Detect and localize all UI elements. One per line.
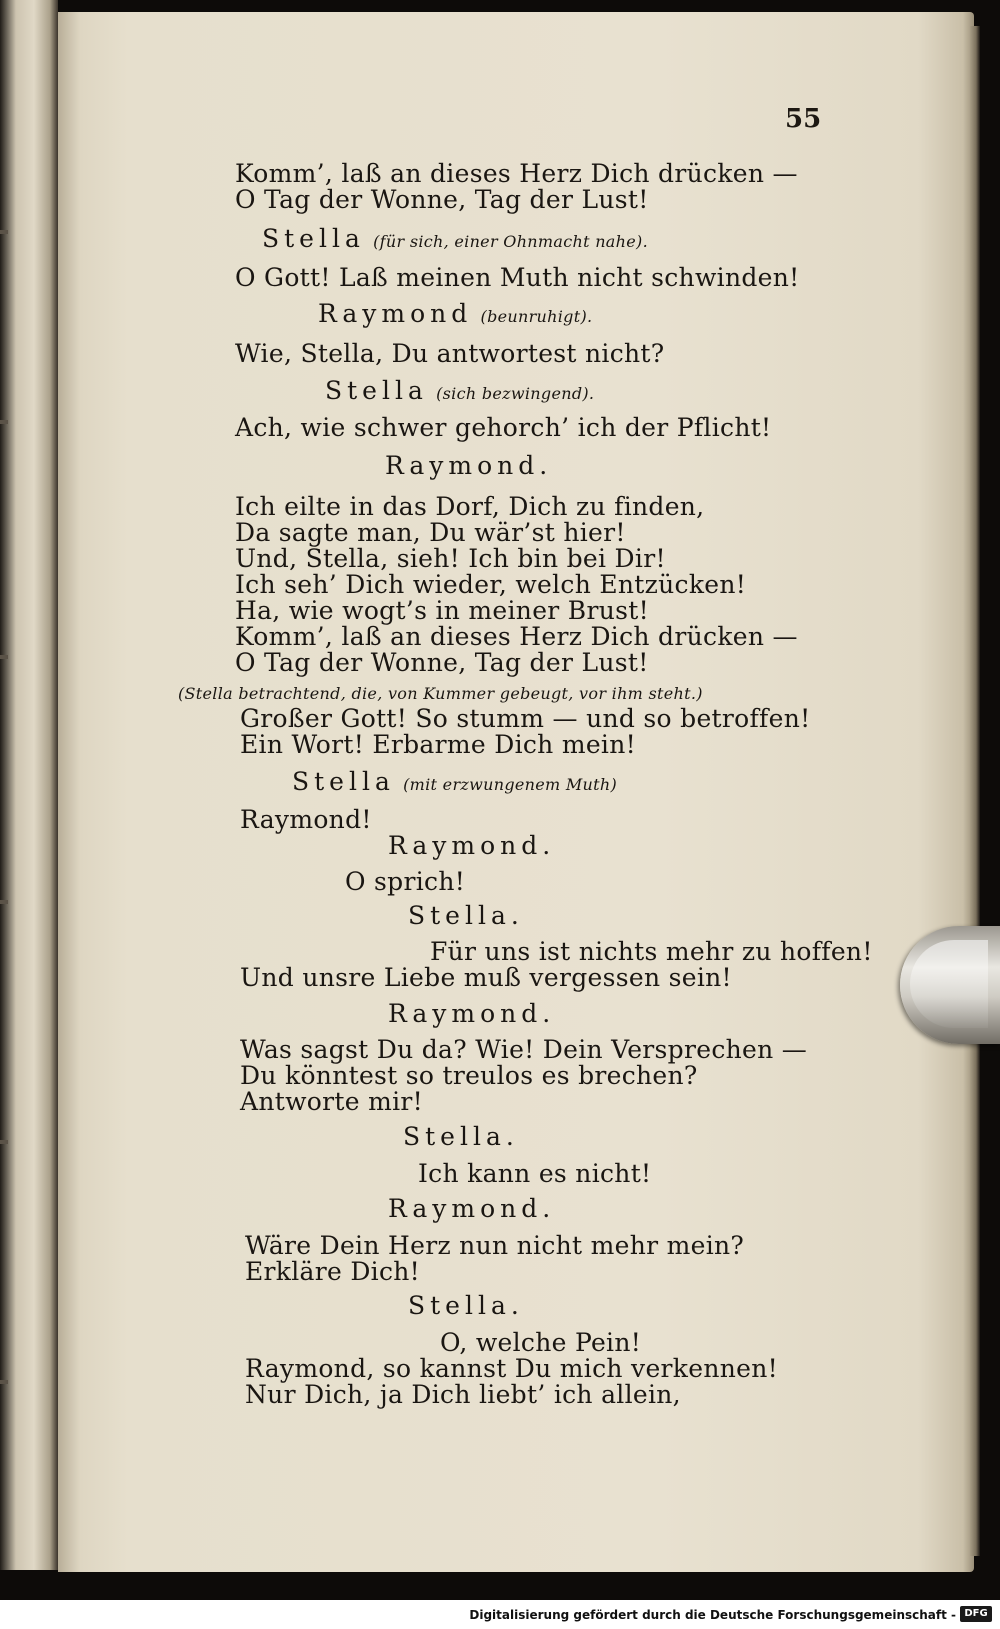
verse-line: Raymond, so kannst Du mich verkennen! [245,1354,778,1383]
binding-mark [0,420,8,424]
speaker-heading [292,768,617,799]
speaker-name: Raymond. [388,999,556,1028]
stage-direction: (beunruhigt). [480,307,593,326]
speaker-name: Stella. [408,901,524,930]
verse-line: Da sagte man, Du wär’st hier! [235,518,626,547]
verse-line: O, welche Pein! [440,1328,642,1357]
clip-highlight [910,940,988,1028]
verse-line: Nur Dich, ja Dich liebt’ ich allein, [245,1380,681,1409]
stage-direction: (für sich, einer Ohnmacht nahe). [373,232,648,251]
verse-line: Du könntest so treulos es brechen? [240,1061,698,1090]
verse-line: Ich seh’ Dich wieder, welch Entzücken! [235,570,747,599]
verse-line: Ich kann es nicht! [418,1159,652,1188]
speaker-heading [318,300,592,331]
stage-direction: (sich bezwingend). [436,384,595,403]
verse-line: Und, Stella, sieh! Ich bin bei Dir! [235,544,666,573]
verse-line: O sprich! [345,867,466,896]
verse-line: Was sagst Du da? Wie! Dein Versprechen — [240,1035,808,1064]
page-stack-edge [970,26,980,1556]
verse-line: O Tag der Wonne, Tag der Lust! [235,648,649,677]
binding-mark [0,1140,8,1144]
verse-line: Großer Gott! So stumm — und so betroffen! [240,704,811,733]
speaker-heading [262,225,648,256]
verse-line: Wäre Dein Herz nun nicht mehr mein? [245,1231,745,1260]
speaker-name: Raymond [318,299,473,328]
verse-line: Ha, wie wogt’s in meiner Brust! [235,596,649,625]
dfg-logo: DFG [960,1606,992,1622]
verse-line: Und unsre Liebe muß vergessen sein! [240,963,732,992]
verse-line: Komm’, laß an dieses Herz Dich drücken — [235,622,798,651]
binding-mark [0,1380,8,1384]
footer-credit: Digitalisierung gefördert durch die Deutsche Forschungsgemeinschaft - [469,1608,956,1622]
binding-mark [0,230,8,234]
speaker-name: Raymond. [385,451,553,480]
speaker-name: Stella [325,376,428,405]
speaker-name: Stella [292,767,395,796]
verse-line: Für uns ist nichts mehr zu hoffen! [430,937,873,966]
verse-line: Erkläre Dich! [245,1257,421,1286]
speaker-heading [325,377,594,408]
verse-line: O Gott! Laß meinen Muth nicht schwinden! [235,263,800,292]
verse-line: Raymond! [240,805,372,834]
verse-line: Ein Wort! Erbarme Dich mein! [240,730,636,759]
speaker-name: Raymond. [388,831,556,860]
previous-page-edge [0,0,58,1570]
verse-line: Komm’, laß an dieses Herz Dich drücken — [235,159,798,188]
verse-line: Antworte mir! [240,1087,423,1116]
verse-line: Ach, wie schwer gehorch’ ich der Pflicht! [235,413,772,442]
speaker-name: Stella. [403,1122,519,1151]
speaker-name: Stella. [408,1291,524,1320]
verse-line: Ich eilte in das Dorf, Dich zu finden, [235,492,705,521]
speaker-name: Raymond. [388,1194,556,1223]
page-number: 55 [785,104,822,134]
binding-mark [0,655,8,659]
speaker-name: Stella [262,224,365,253]
digitization-footer [0,1600,1000,1629]
stage-direction: (Stella betrachtend, die, von Kummer gebeugt, vor ihm steht.) [178,684,703,703]
binding-mark [0,900,8,904]
verse-line: Wie, Stella, Du antwortest nicht? [235,339,665,368]
verse-line: O Tag der Wonne, Tag der Lust! [235,185,649,214]
stage-direction: (mit erzwungenem Muth) [403,775,618,794]
